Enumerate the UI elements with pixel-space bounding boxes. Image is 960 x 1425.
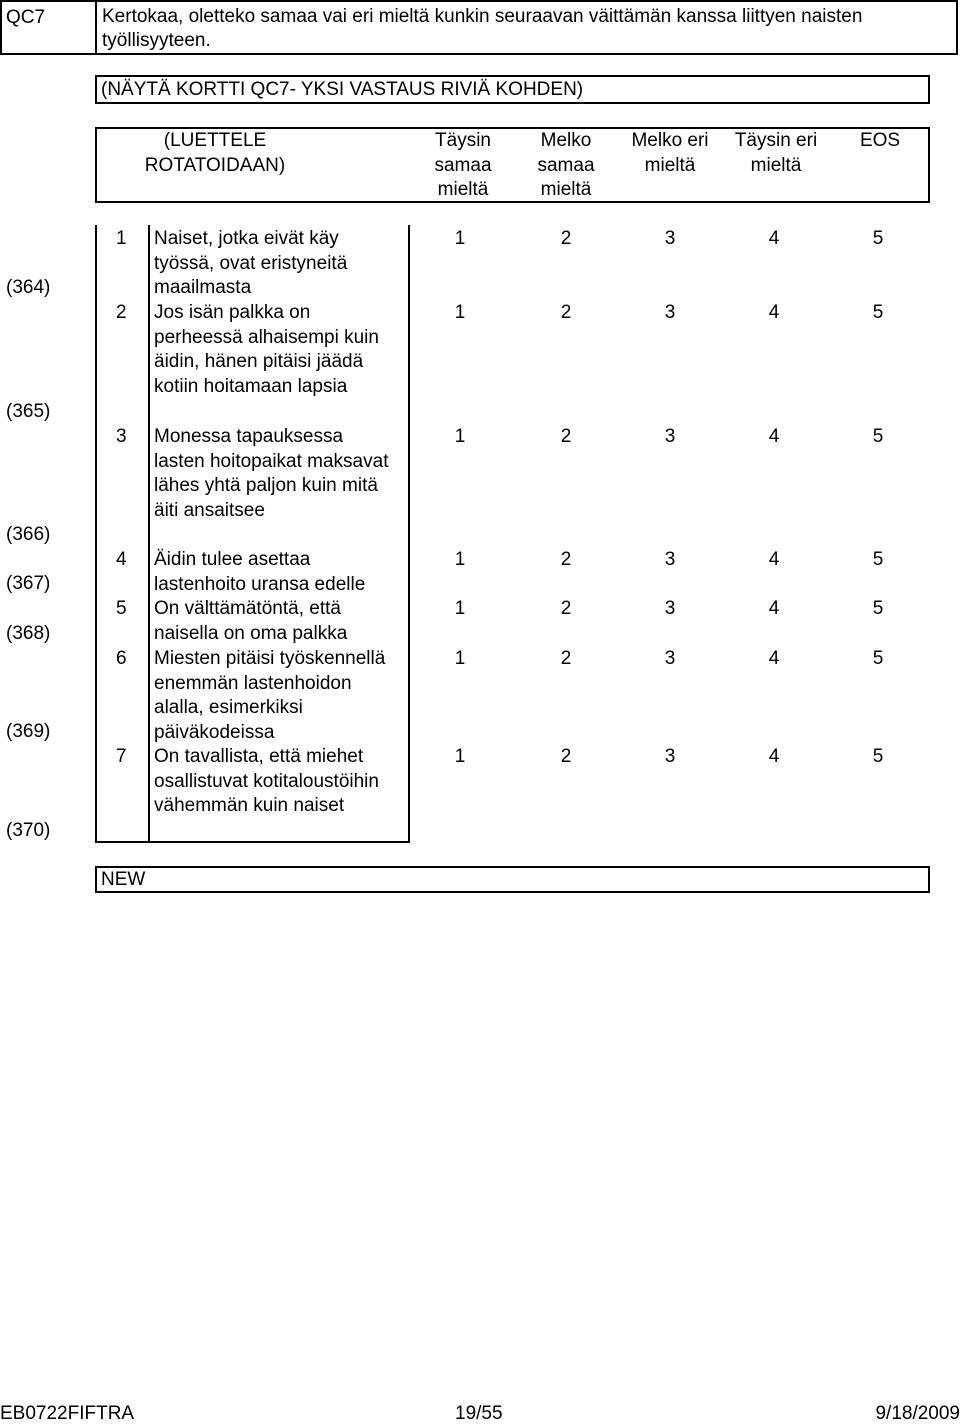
variable-code: (366) (6, 524, 51, 545)
answer-option[interactable]: 2 (560, 746, 572, 767)
answer-option[interactable]: 1 (454, 746, 466, 767)
answer-option[interactable]: 1 (454, 302, 466, 323)
item-number: 3 (116, 426, 127, 447)
variable-code: (369) (6, 721, 51, 742)
item-text: Äidin tulee asettaa lastenhoito uransa edelle (154, 549, 366, 595)
answer-option[interactable]: 3 (664, 426, 676, 447)
column-header-5: EOS (859, 130, 901, 151)
item-number: 6 (116, 648, 127, 669)
question-id: QC7 (6, 7, 46, 28)
answer-option[interactable]: 2 (560, 228, 572, 249)
answer-option[interactable]: 4 (768, 746, 780, 767)
answer-option[interactable]: 1 (454, 426, 466, 447)
answer-option[interactable]: 2 (560, 549, 572, 570)
item-number: 5 (116, 598, 127, 619)
body-bottom-border (95, 841, 410, 843)
answer-option[interactable]: 5 (872, 228, 884, 249)
item-text: On tavallista, että miehet osallistuvat kotitaloustöihin vähemmän kuin naiset (154, 746, 379, 816)
answer-option[interactable]: 4 (768, 648, 780, 669)
answer-option[interactable]: 4 (768, 228, 780, 249)
answer-option[interactable]: 2 (560, 598, 572, 619)
item-text: Miesten pitäisi työskennellä enemmän lastenhoidon alalla, esimerkiksi päiväkodeissa (154, 648, 386, 743)
footer-doc-id: EB0722FIFTRA (0, 1403, 135, 1424)
column-header-4: Täysin eri mieltä (734, 130, 818, 176)
answer-option[interactable]: 1 (454, 598, 466, 619)
item-number: 1 (116, 228, 127, 249)
answer-option[interactable]: 2 (560, 648, 572, 669)
footer-date: 9/18/2009 (875, 1403, 960, 1424)
item-header: (LUETTELE ROTATOIDAAN) (144, 130, 286, 176)
variable-code: (370) (6, 820, 51, 841)
item-text: On välttämätöntä, että naisella on oma palkka (154, 598, 348, 644)
new-box (95, 866, 930, 893)
answer-option[interactable]: 5 (872, 426, 884, 447)
item-text: Jos isän palkka on perheessä alhaisempi kuin äidin, hänen pitäisi jäädä kotiin hoitamaan lapsia (154, 302, 379, 397)
answer-option[interactable]: 4 (768, 549, 780, 570)
answer-option[interactable]: 4 (768, 598, 780, 619)
item-number: 2 (116, 302, 127, 323)
item-text: Naiset, jotka eivät käy työssä, ovat eristyneitä maailmasta (154, 228, 348, 298)
answer-option[interactable]: 2 (560, 302, 572, 323)
item-text: Monessa tapauksessa lasten hoitopaikat maksavat lähes yhtä paljon kuin mitä äiti ansaitsee (154, 426, 389, 521)
answer-option[interactable]: 5 (872, 302, 884, 323)
body-number-divider (148, 225, 150, 843)
answer-option[interactable]: 3 (664, 598, 676, 619)
answer-option[interactable]: 3 (664, 228, 676, 249)
answer-option[interactable]: 3 (664, 302, 676, 323)
answer-option[interactable]: 5 (872, 598, 884, 619)
answer-option[interactable]: 4 (768, 302, 780, 323)
question-box-divider (95, 0, 97, 55)
answer-option[interactable]: 1 (454, 648, 466, 669)
footer-page: 19/55 (455, 1403, 503, 1424)
variable-code: (365) (6, 401, 51, 422)
question-text: Kertokaa, oletteko samaa vai eri mieltä kunkin seuraavan väittämän kanssa liittyen naisten työllisyyteen. (102, 6, 863, 51)
instruction-text: (NÄYTÄ KORTTI QC7- YKSI VASTAUS RIVIÄ KOHDEN) (101, 79, 584, 100)
variable-code: (368) (6, 623, 51, 644)
answer-option[interactable]: 5 (872, 746, 884, 767)
answer-option[interactable]: 1 (454, 228, 466, 249)
new-label: NEW (101, 869, 146, 890)
answer-option[interactable]: 5 (872, 549, 884, 570)
body-left-border (95, 225, 97, 843)
variable-code: (367) (6, 573, 51, 594)
answer-option[interactable]: 3 (664, 746, 676, 767)
answer-option[interactable]: 5 (872, 648, 884, 669)
answer-option[interactable]: 3 (664, 648, 676, 669)
answer-option[interactable]: 3 (664, 549, 676, 570)
body-text-divider (408, 225, 410, 843)
answer-option[interactable]: 1 (454, 549, 466, 570)
column-header-1: Täysin samaa mieltä (434, 130, 492, 200)
column-header-3: Melko eri mieltä (631, 130, 709, 176)
answer-option[interactable]: 2 (560, 426, 572, 447)
variable-code: (364) (6, 277, 51, 298)
column-header-2: Melko samaa mieltä (537, 130, 595, 200)
item-number: 7 (116, 746, 127, 767)
item-number: 4 (116, 549, 127, 570)
answer-option[interactable]: 4 (768, 426, 780, 447)
